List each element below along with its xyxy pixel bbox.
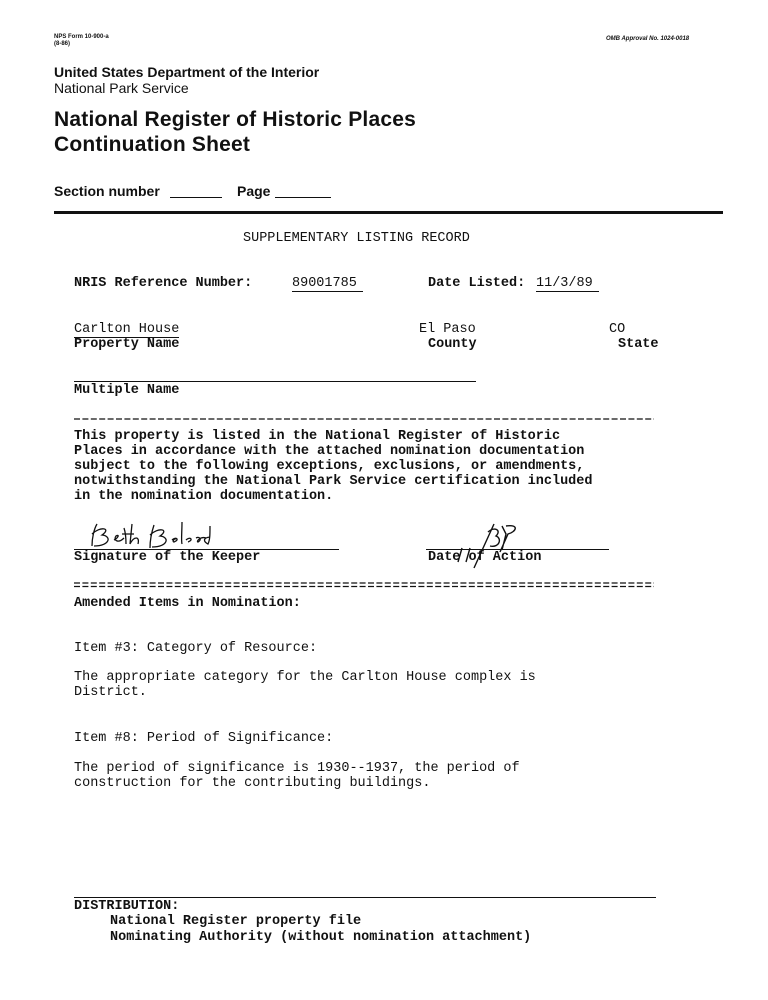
distribution-item-1: National Register property file — [110, 914, 362, 929]
item8-heading: Item #8: Period of Significance: — [74, 731, 334, 746]
keeper-label: Signature of the Keeper — [74, 550, 261, 565]
page-blank — [275, 197, 331, 198]
date-of-action-label: Date of Action — [428, 550, 542, 565]
section-number-label: Section number — [54, 183, 160, 199]
statement-line-4: notwithstanding the National Park Service certification included — [74, 474, 593, 489]
multiple-name-blank — [74, 381, 476, 382]
double-dashed-divider — [74, 582, 654, 588]
page-subtitle: Continuation Sheet — [54, 133, 251, 156]
property-name-value: Carlton House — [74, 322, 180, 337]
page-title: National Register of Historic Places — [54, 108, 416, 131]
item3-line-2: District. — [74, 685, 147, 700]
item8-line-1: The period of significance is 1930--1937, the period of — [74, 761, 520, 776]
department-name: United States Department of the Interior — [54, 64, 320, 80]
service-name: National Park Service — [54, 80, 189, 96]
distribution-heading: DISTRIBUTION: — [74, 899, 180, 914]
statement-line-1: This property is listed in the National Register of Historic — [74, 429, 561, 444]
item3-heading: Item #3: Category of Resource: — [74, 641, 318, 656]
item8-line-2: construction for the contributing buildings. — [74, 776, 431, 791]
form-number: NPS Form 10-900-a — [54, 34, 109, 40]
statement-line-5: in the nomination documentation. — [74, 489, 334, 504]
state-value: CO — [609, 322, 626, 337]
date-listed-value: 11/3/89 — [536, 276, 599, 292]
form-revision: (8-86) — [54, 41, 71, 47]
amended-items-heading: Amended Items in Nomination: — [74, 596, 301, 611]
statement-line-3: subject to the following exceptions, exclusions, or amendments, — [74, 459, 585, 474]
nris-value: 89001785 — [292, 276, 363, 292]
item3-line-1: The appropriate category for the Carlton House complex is — [74, 670, 536, 685]
state-label: State — [618, 337, 659, 352]
county-value: El Paso — [419, 322, 476, 337]
record-heading: SUPPLEMENTARY LISTING RECORD — [243, 231, 470, 246]
page-label: Page — [237, 183, 271, 199]
statement-line-2: Places in accordance with the attached nomination documentation — [74, 444, 585, 459]
dashed-divider — [74, 418, 654, 420]
date-listed-label: Date Listed: — [428, 276, 526, 291]
omb-approval: OMB Approval No. 1024-0018 — [606, 36, 690, 42]
nris-label: NRIS Reference Number: — [74, 276, 253, 291]
multiple-name-label: Multiple Name — [74, 383, 180, 398]
property-name-label: Property Name — [74, 337, 180, 352]
header-divider — [54, 211, 723, 214]
section-number-blank — [170, 197, 222, 198]
distribution-rule — [74, 897, 656, 898]
county-label: County — [428, 337, 477, 352]
distribution-item-2: Nominating Authority (without nomination attachment) — [110, 930, 532, 945]
keeper-signature — [86, 520, 221, 552]
